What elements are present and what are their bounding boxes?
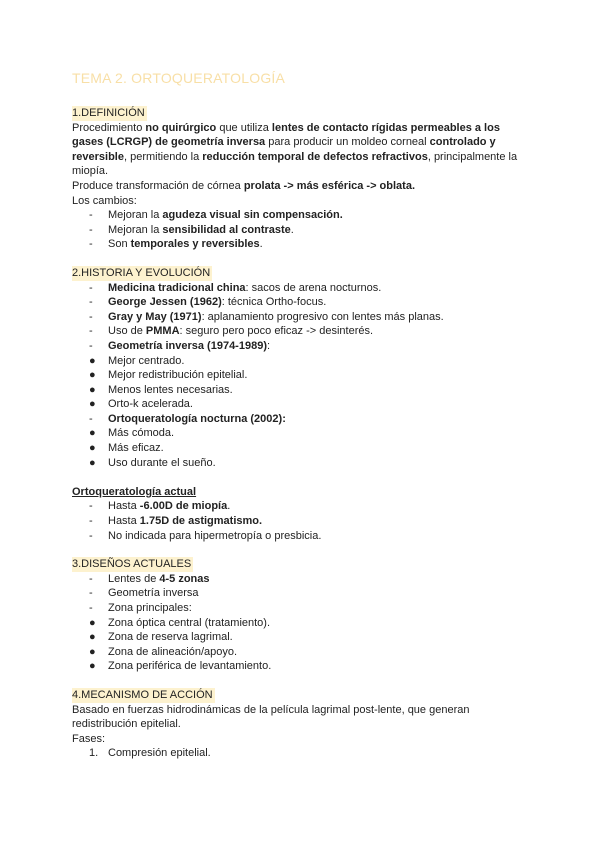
- document-body: [72, 106, 532, 761]
- paragraph: Fases:: [72, 732, 106, 745]
- dash-marker: -: [89, 412, 93, 425]
- paragraph: [72, 179, 532, 194]
- text-run: , permitiendo la: [123, 150, 203, 163]
- bold-text: controlado y reversible: [72, 136, 496, 163]
- bullet-marker: ●: [89, 442, 96, 455]
- bullet-marker: ●: [89, 631, 96, 644]
- text-run: : sacos de arena nocturnos.: [245, 281, 382, 294]
- list-item: [72, 572, 532, 587]
- text-run: : aplanamiento progresivo con lentes más planas.: [201, 310, 444, 323]
- bullet-marker: ●: [89, 354, 96, 367]
- bold-text: George Jessen (1962): [108, 296, 222, 309]
- bold-text: Medicina tradicional china: [108, 281, 246, 294]
- bold-text: no quirúrgico: [145, 121, 217, 134]
- dash-marker: -: [89, 572, 93, 585]
- list-item: [72, 426, 532, 441]
- list-item: [72, 616, 532, 631]
- section-disenos: [72, 557, 532, 674]
- text-run: Mejoran la: [108, 223, 163, 236]
- bold-text: 4-5 zonas: [159, 572, 210, 585]
- bold-text: PMMA: [145, 325, 180, 338]
- text-run: :: [266, 339, 271, 352]
- list-item: [72, 208, 532, 223]
- list-item: [72, 529, 532, 544]
- list-item: [72, 223, 532, 238]
- section-heading: 3.DISEÑOS ACTUALES: [72, 558, 192, 571]
- bullet-marker: ●: [89, 616, 96, 629]
- list-item: [72, 354, 532, 369]
- text-run: Zona principales:: [108, 602, 192, 614]
- dash-marker: -: [89, 209, 93, 222]
- text-run: : seguro pero poco eficaz -> desinterés.: [179, 325, 374, 338]
- dash-marker: -: [89, 500, 93, 513]
- text-run: Más eficaz.: [108, 442, 164, 455]
- text-run: Uso durante el sueño.: [108, 456, 216, 469]
- list-item: [72, 339, 532, 354]
- text-run: que utiliza: [216, 121, 272, 134]
- text-run: Más cómoda.: [108, 427, 175, 440]
- list-item: [72, 441, 532, 456]
- text-run: Zona periférica de levantamiento.: [108, 660, 272, 673]
- text-run: Procedimiento: [72, 121, 146, 134]
- text-run: Zona óptica central (tratamiento).: [108, 616, 271, 629]
- list: [72, 499, 532, 543]
- text-run: Geometría inversa: [108, 587, 199, 600]
- list-item: [72, 456, 532, 471]
- bullet-marker: ●: [89, 456, 96, 469]
- text-run: Mejor redistribución epitelial.: [108, 369, 248, 382]
- text-run: Mejoran la: [108, 209, 163, 222]
- list-item: [72, 630, 532, 645]
- dash-marker: -: [89, 223, 93, 236]
- section-definicion: [72, 106, 532, 252]
- dash-marker: -: [89, 602, 93, 614]
- section-mecanismo: [72, 688, 532, 761]
- bullet-marker: ●: [89, 383, 96, 396]
- text-run: Mejor centrado.: [108, 354, 185, 367]
- subsection-heading: Ortoqueratología actual: [72, 485, 197, 498]
- dash-marker: -: [89, 515, 93, 528]
- list-item: [72, 295, 532, 310]
- list-item: [72, 601, 532, 616]
- paragraph: [72, 121, 532, 179]
- bold-text: 1.75D de astigmatismo.: [139, 515, 263, 528]
- text-run: Compresión epitelial.: [108, 747, 211, 760]
- list-item: [72, 746, 532, 761]
- list-item: [72, 383, 532, 398]
- text-run: Uso de: [108, 325, 146, 338]
- list-item: [72, 368, 532, 383]
- paragraph: Los cambios:: [72, 194, 137, 207]
- list-item: [72, 412, 532, 427]
- text-run: Hasta: [108, 500, 140, 513]
- bold-text: lentes de contacto rígidas permeables a los gases (LCRGP) de geometría inversa: [72, 121, 500, 149]
- bullet-marker: ●: [89, 427, 96, 440]
- list: [72, 572, 532, 674]
- dash-marker: -: [89, 325, 93, 338]
- list-item: [72, 499, 532, 514]
- paragraph: Basado en fuerzas hidrodinámicas de la película lagrimal post-lente, que generan redistribución epitelial.: [72, 703, 470, 731]
- bold-text: sensibilidad al contraste: [162, 223, 291, 236]
- list: [72, 281, 532, 471]
- text-run: .: [227, 500, 231, 513]
- text-run: Zona de alineación/apoyo.: [108, 645, 238, 658]
- section-heading: 2.HISTORIA Y EVOLUCIÓN: [72, 266, 211, 279]
- dash-marker: -: [89, 529, 93, 542]
- text-run: Menos lentes necesarias.: [108, 383, 233, 396]
- section-historia: [72, 266, 532, 543]
- list-item: [72, 324, 532, 339]
- dash-marker: -: [89, 238, 93, 251]
- text-run: .: [290, 223, 294, 236]
- list-item: [72, 237, 532, 252]
- text-run: Orto-k acelerada.: [108, 398, 193, 411]
- bold-text: reducción temporal de defectos refractivos: [202, 150, 428, 163]
- bullet-marker: ●: [89, 398, 96, 411]
- text-run: para producir un moldeo corneal: [265, 136, 430, 149]
- text-run: , principalmente la miopía.: [72, 150, 518, 178]
- dash-marker: -: [89, 281, 93, 294]
- list-item: [72, 310, 532, 325]
- text-run: Zona de reserva lagrimal.: [108, 631, 233, 644]
- bold-text: Ortoqueratología nocturna (2002):: [108, 412, 286, 425]
- list-item: [72, 586, 532, 601]
- bullet-marker: ●: [89, 369, 96, 382]
- dash-marker: -: [89, 339, 93, 352]
- document-title: TEMA 2. ORTOQUERATOLOGÍA: [72, 70, 286, 86]
- section-heading: 4.MECANISMO DE ACCIÓN: [72, 688, 213, 701]
- bold-text: Geometría inversa (1974-1989): [108, 339, 267, 352]
- text-run: Hasta: [108, 515, 140, 528]
- number-marker: 1.: [89, 747, 99, 760]
- dash-marker: -: [89, 587, 93, 600]
- text-run: .: [259, 238, 263, 251]
- list: [72, 208, 532, 252]
- bold-text: Gray y May (1971): [108, 310, 202, 323]
- bullet-marker: ●: [89, 660, 96, 673]
- text-run: Lentes de: [108, 572, 160, 585]
- list-item: [72, 281, 532, 296]
- text-run: Produce transformación de córnea: [72, 179, 244, 192]
- bold-text: agudeza visual sin compensación.: [162, 209, 343, 222]
- dash-marker: -: [89, 296, 93, 309]
- bullet-marker: ●: [89, 645, 96, 658]
- bold-text: temporales y reversibles: [130, 238, 260, 251]
- text-run: No indicada para hipermetropía o presbicia.: [108, 529, 322, 542]
- list-item: [72, 659, 532, 674]
- bold-text: prolata -> más esférica -> oblata.: [243, 179, 416, 192]
- text-run: : técnica Ortho-focus.: [221, 296, 327, 309]
- dash-marker: -: [89, 310, 93, 323]
- bold-text: -6.00D de miopía: [139, 500, 228, 513]
- list-item: [72, 514, 532, 529]
- numbered-list: [72, 746, 532, 761]
- section-heading: 1.DEFINICIÓN: [72, 107, 145, 119]
- list-item: [72, 645, 532, 660]
- list-item: [72, 397, 532, 412]
- text-run: Son: [108, 238, 131, 251]
